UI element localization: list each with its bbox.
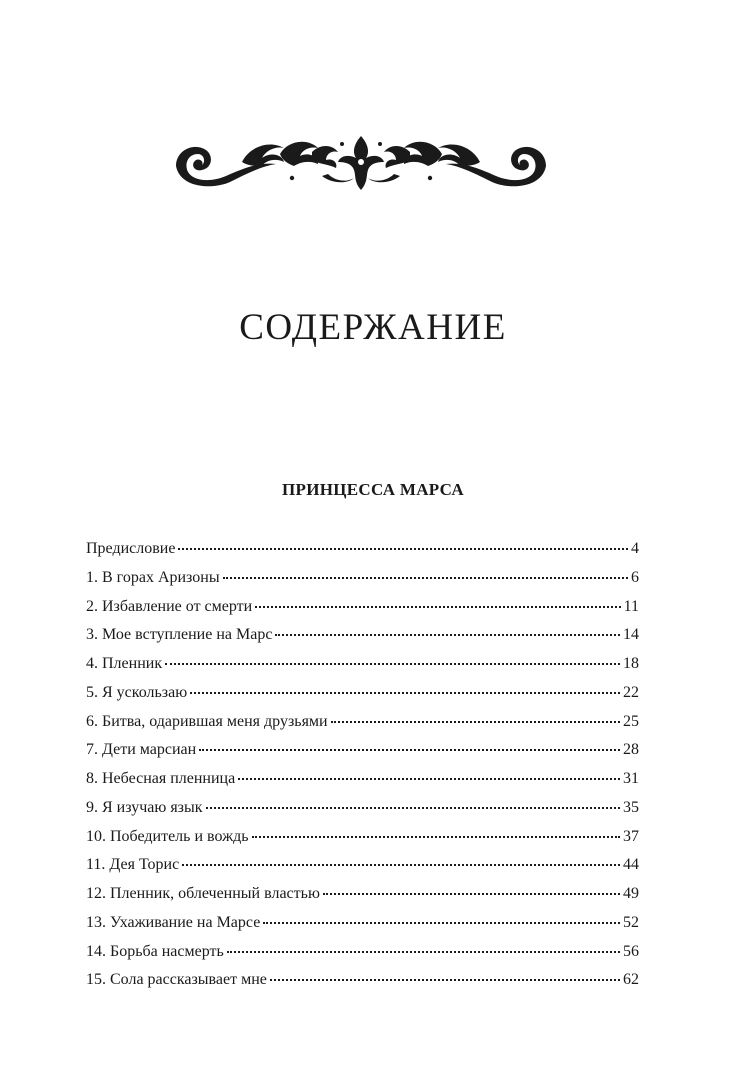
toc-entry-page: 6 [631, 568, 639, 586]
toc-entry-label: 9. Я изучаю язык [86, 798, 203, 816]
toc-leader-dots [206, 807, 620, 809]
toc-entry-page: 14 [623, 626, 639, 644]
toc-entry-page: 4 [631, 540, 639, 557]
toc-leader-dots [178, 548, 628, 550]
toc-entry[interactable] [86, 564, 639, 593]
toc-leader-dots [223, 577, 628, 579]
toc-entry[interactable] [86, 765, 639, 794]
toc-entry-label: 10. Победитель и вождь [86, 827, 249, 845]
toc-entry-label: 12. Пленник, облеченный властью [86, 885, 320, 902]
toc-entry[interactable] [86, 593, 639, 622]
toc-entry-label: 15. Сола рассказывает мне [86, 971, 267, 989]
toc-leader-dots [255, 606, 620, 608]
toc-entry-label: 5. Я ускользаю [86, 683, 188, 701]
toc-leader-dots [199, 749, 620, 751]
toc-entry[interactable] [86, 966, 639, 995]
toc-entry-label: 1. В горах Аризоны [86, 568, 220, 586]
toc-leader-dots [263, 922, 620, 924]
toc-entry-page: 62 [623, 971, 639, 989]
toc-leader-dots [238, 778, 620, 780]
toc-entry-label: 2. Избавление от смерти [86, 597, 253, 615]
toc-entry-page: 49 [623, 885, 639, 902]
toc-leader-dots [270, 979, 620, 981]
table-of-contents [86, 535, 639, 995]
toc-entry[interactable] [86, 621, 639, 650]
ornament-icon [172, 132, 550, 194]
toc-entry[interactable] [86, 535, 639, 564]
toc-entry-label: 6. Битва, одарившая меня друзьями [86, 712, 328, 730]
toc-entry-page: 11 [623, 597, 639, 615]
toc-entry-label: 7. Дети марсиан [86, 741, 197, 759]
toc-entry[interactable] [86, 679, 639, 708]
toc-entry-page: 25 [623, 712, 639, 730]
toc-entry-page: 44 [623, 856, 639, 874]
toc-leader-dots [252, 836, 620, 838]
toc-entry[interactable] [86, 938, 639, 967]
toc-entry[interactable] [86, 880, 639, 909]
toc-entry-page: 31 [623, 770, 639, 787]
toc-entry-page: 37 [623, 827, 639, 845]
section-title: ПРИНЦЕССА МАРСА [282, 480, 464, 499]
toc-entry-label: 3. Мое вступление на Марс [86, 626, 273, 644]
toc-leader-dots [190, 692, 620, 694]
toc-leader-dots [275, 634, 620, 636]
toc-entry-label: 14. Борьба насмерть [86, 942, 224, 960]
toc-entry[interactable] [86, 650, 639, 679]
toc-entry[interactable] [86, 708, 639, 737]
toc-entry-page: 18 [623, 655, 639, 672]
toc-entry[interactable] [86, 851, 639, 880]
toc-entry[interactable] [86, 909, 639, 938]
toc-entry-label: Предисловие [86, 540, 176, 557]
toc-entry[interactable] [86, 823, 639, 852]
toc-entry-page: 56 [623, 942, 639, 960]
toc-entry-page: 28 [623, 741, 639, 759]
toc-leader-dots [182, 864, 620, 866]
toc-entry-label: 13. Ухаживание на Марсе [86, 913, 261, 931]
toc-leader-dots [165, 663, 620, 665]
toc-entry[interactable] [86, 794, 639, 823]
toc-leader-dots [323, 893, 620, 895]
toc-leader-dots [227, 951, 620, 953]
toc-entry-label: 11. Дея Торис [86, 856, 180, 874]
toc-entry-page: 52 [623, 913, 639, 931]
toc-entry-label: 8. Небесная пленница [86, 770, 236, 787]
toc-entry-label: 4. Пленник [86, 655, 163, 672]
toc-entry-page: 22 [623, 683, 639, 701]
page-title: СОДЕРЖАНИЕ [239, 307, 507, 348]
toc-leader-dots [331, 721, 620, 723]
toc-entry-page: 35 [623, 798, 639, 816]
toc-entry[interactable] [86, 736, 639, 765]
